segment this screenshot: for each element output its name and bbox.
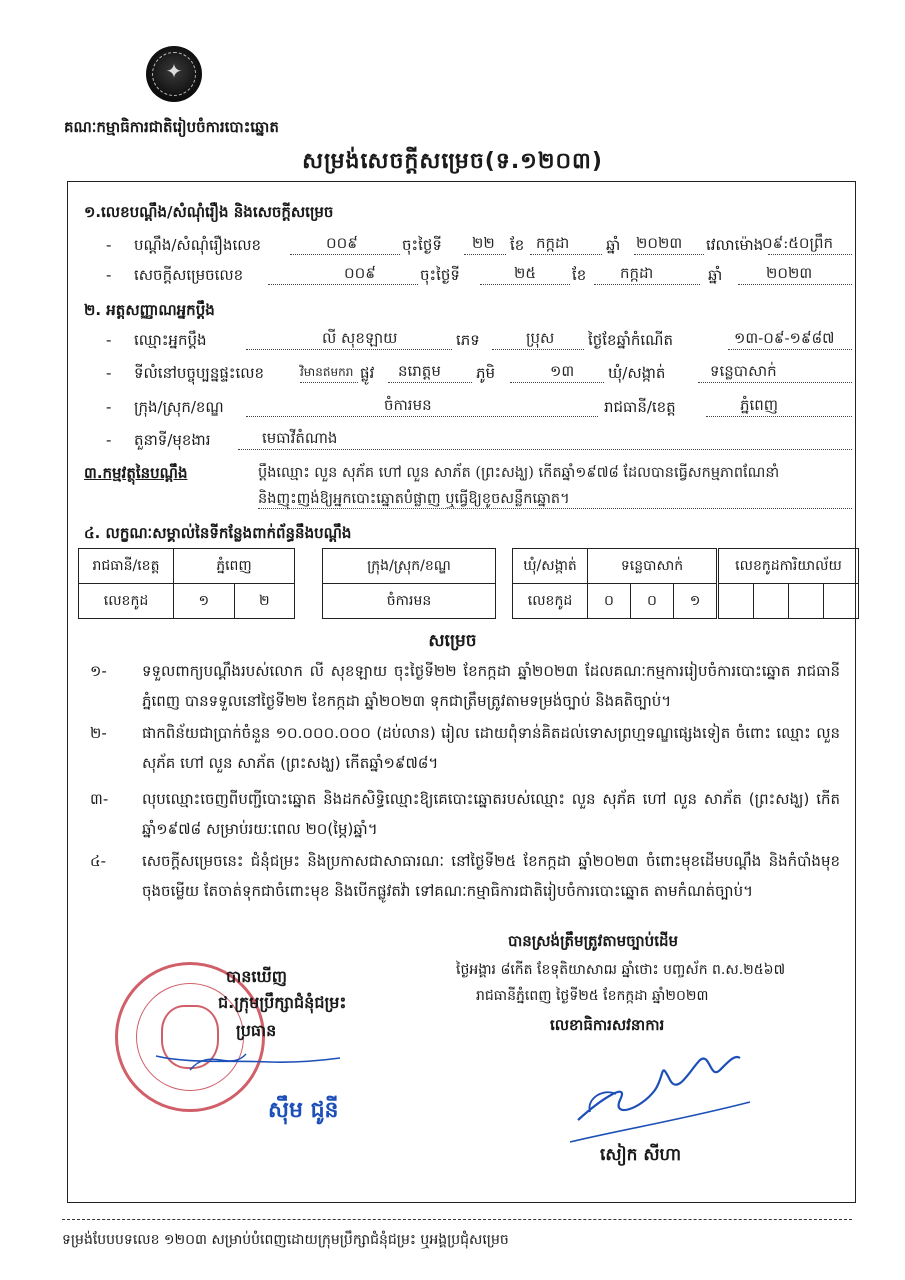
- street: នរោត្តម: [398, 362, 441, 380]
- commune-code-label-cell: លេខកូដ: [513, 584, 588, 619]
- decision-item-text: លុបឈ្មោះចេញពីបញ្ជីបោះឆ្នោត និងដកសិទ្ធិឈ្មោះឱ្យគេបោះឆ្នោតរបស់ឈ្មោះ លួន សុភ័គ ហៅ លួន សាភ័ត (ព្រះសង្ឃ) កើតឆ្នាំ១៩៧៨ សម្រាប់រយៈពេល ២០(ម្ភៃ)ឆ្នាំ។: [142, 790, 840, 838]
- address-label: ទីលំនៅបច្ចុប្បន្នផ្ទះលេខ: [134, 364, 265, 382]
- decision-item: [90, 656, 840, 716]
- house-number: វិមានឥមករា: [300, 365, 354, 379]
- district-code-table: [322, 548, 496, 619]
- decision-item: [90, 718, 840, 778]
- commune-value-cell: ទន្លេបាសាក់: [588, 549, 717, 584]
- office-code-box: [719, 584, 754, 619]
- district-value-cell: ចំការមន: [323, 584, 496, 619]
- decision-item-number: ៤-: [90, 852, 107, 870]
- complainant-name-label: ឈ្មោះអ្នកប្ដឹង: [134, 331, 207, 349]
- role: មេធាវីតំណាង: [262, 429, 338, 447]
- decision-date-label: ចុះថ្ងៃទី: [420, 266, 460, 284]
- office-code-box: [754, 584, 789, 619]
- street-label: ផ្លូវ: [360, 364, 375, 382]
- complainant-dob: ១៣-០៩-១៩៨៧: [734, 329, 835, 347]
- national-election-committee-logo: ✦: [146, 46, 202, 102]
- decision-heading: សម្រេច: [428, 631, 477, 651]
- decision-item-number: ៣-: [90, 790, 109, 808]
- decision-year: ២០២៣: [766, 264, 813, 282]
- section3-heading: ៣.កម្មវត្ថុនៃបណ្ដឹង: [84, 464, 188, 482]
- office-code-box: [789, 584, 824, 619]
- year-label: ឆ្នាំ: [606, 236, 621, 254]
- commune-code-digit-3: ១: [674, 584, 717, 619]
- section4-heading: ៤. លក្ខណៈសម្គាល់នៃទីកន្លែងពាក់ព័ន្ធនឹងបណ្ដឹង: [84, 524, 352, 542]
- province-code-label-cell: លេខកូដ: [79, 584, 174, 619]
- sex-label: ភេទ: [456, 331, 480, 349]
- president-title: ប្រធាន: [236, 1021, 277, 1040]
- office-code-box: [824, 584, 859, 619]
- decision-item: [90, 784, 840, 844]
- decision-number: ០០៩: [344, 264, 376, 282]
- president-name: ស៊ឹម ជូនី: [268, 1098, 339, 1123]
- form-footnote: ទម្រង់បែបបទលេខ ១២០៣ សម្រាប់បំពេញដោយក្រុមប្រឹក្សាជំនុំជម្រះ ឬអង្គប្រជុំសម្រេច: [62, 1232, 509, 1248]
- province-code-digit-1: ១: [174, 584, 235, 619]
- office-code-table: [718, 548, 859, 619]
- seen-title: បានឃើញ: [226, 967, 287, 986]
- commune: ទន្លេបាសាក់: [710, 362, 777, 380]
- commune-label: ឃុំ/សង្កាត់: [608, 364, 666, 382]
- district-label-cell: ក្រុង/ស្រុក/ខណ្ឌ: [323, 549, 496, 584]
- decision-item-text: ផាកពិន័យជាប្រាក់ចំនួន ១០.០០០.០០០ (ដប់លាន) រៀល ដោយពុំទាន់គិតដល់ទោសព្រហ្មទណ្ឌផ្សេងទៀត ចំពោះ ឈ្មោះ លួន សុភ័គ ហៅ លួន សាភ័ត (ព្រះសង្ឃ) កើតឆ្នាំ១៩៧៨។: [142, 724, 840, 772]
- commune-code-table: [512, 548, 717, 619]
- village-label: ភូមិ: [476, 364, 496, 382]
- footer-divider: [62, 1219, 852, 1220]
- province-value-cell: ភ្នំពេញ: [174, 549, 295, 584]
- complaint-year: ២០២៣: [636, 234, 683, 252]
- complaint-day: ២២: [472, 234, 495, 252]
- decision-item-number: ២-: [90, 724, 107, 742]
- decision-item-text: សេចក្ដីសម្រេចនេះ ជំនុំជម្រះ និងប្រកាសជាសាធារណៈ នៅថ្ងៃទី២៥ ខែកក្កដា ឆ្នាំ២០២៣ ចំពោះមុខដើមបណ្ដឹង និងកំបាំងមុខចុងចម្លើយ តែចាត់ទុកជាចំពោះមុខ និងបើកផ្លូវតវ៉ា ទៅគណៈកម្មាធិការជាតិរៀបចំការបោះឆ្នោត តាមកំណត់ច្បាប់។: [142, 852, 840, 900]
- role-label: តួនាទី/មុខងារ: [134, 431, 211, 449]
- president-signature: [150, 1036, 350, 1076]
- section2-heading: ២. អត្តសញ្ញាណអ្នកប្ដឹង: [84, 301, 215, 319]
- province: ភ្នំពេញ: [740, 396, 779, 414]
- district: ចំការមន: [384, 396, 432, 414]
- solar-date: រាជធានីភ្នំពេញ ថ្ងៃទី២៥ ខែកក្កដា ឆ្នាំ២០២៣: [476, 988, 709, 1004]
- decision-item: [90, 846, 840, 906]
- complainant-name: លី សុខឡាយ: [322, 329, 398, 347]
- section1-heading: ១.លេខបណ្ដឹង/សំណុំរឿង និងសេចក្ដីសម្រេច: [84, 203, 334, 221]
- complainant-sex: ប្រុស: [526, 329, 555, 347]
- decision-document: ✦ គណៈកម្មាធិការជាតិរៀបចំការបោះឆ្នោត សម្រង់សេចក្ដីសម្រេច(ទ.១២០៣) ១.លេខបណ្ដឹង/សំណុំរឿង និងសេចក្ដីសម្រេច - បណ្ដឹង/សំណុំរឿងលេខ ០០៩ ចុះថ្ងៃទី ២២ ខែ កក្កដា ឆ្នាំ ២០២៣ វេលាម៉ោង ០៩:៥០ព្រឹក - សេចក្ដីសម្រេចលេខ ០០៩ ចុះថ្ងៃទី ២៥ ខែ កក្កដា ឆ្នាំ ២០២៣ ២. អត្តសញ្ញាណអ្នកប្ដឹង - ឈ្មោះអ្នកប្ដឹង លី សុខឡាយ ភេទ ប្រុស ថ្ងៃខែឆ្នាំកំណើត ១៣-០៩-១៩៨៧ - ទីលំនៅបច្ចុប្បន្នផ្ទះលេខ វិមានឥមករា ផ្លូវ នរោត្តម ភូមិ ១៣ ឃុំ/សង្កាត់ ទន្លេបាសាក់ - ក្រុង/ស្រុក/ខណ្ឌ ចំការមន រាជធានី/ខេត្ត ភ្នំពេញ - តួនាទី/មុខងារ មេធាវីតំណាង ៣.កម្មវត្ថុនៃបណ្ដឹង ប្ដឹងឈ្មោះ លួន សុភ័គ ហៅ លួន សាភ័ត (ព្រះសង្ឃ) កើតឆ្នាំ១៩៧៨ ដែលបានធ្វើសកម្មភាពណែនាំ និងញុះញង់ឱ្យអ្នកបោះឆ្នោតបំផ្លាញ ឬធ្វើឱ្យខូចសន្លឹកឆ្នោត។ ៤. លក្ខណៈសម្គាល់នៃទីកន្លែងពាក់ព័ន្ធនឹងបណ្ដឹង រាជធានី/ខេត្ត ភ្នំពេញ លេខកូដ ១ ២ ក្រុង/ស្រុក/ខណ្ឌ ចំការមន ឃុំ/សង្កាត់ ទន្លេបាសាក់ លេខកូដ ០ ០ ១ លេខកូដការិយាល័យ សម្រេច ១- ទទួលពាក្យបណ្ដឹងរបស់លោក លី សុខឡាយ ចុះថ្ងៃទី២២ ខែកក្កដា ឆ្នាំ២០២៣ ដែលគណៈកម្មការរៀបចំការបោះឆ្នោត រាជធានីភ្នំពេញ បានទទួលនៅថ្ងៃទី២២ ខែកក្កដា ឆ្នាំ២០២៣ ទុកជាត្រឹមត្រូវតាមទម្រង់ច្បាប់ និងគតិច្បាប់។ ២- ផាកពិន័យជាប្រាក់ចំនួន ១០.០០០.០០០ (ដប់លាន) រៀល ដោយពុំទាន់គិតដល់ទោសព្រហ្មទណ្ឌផ្សេងទៀត ចំពោះ ឈ្មោះ លួន សុភ័គ ហៅ លួន សាភ័ត (ព្រះសង្ឃ) កើតឆ្នាំ១៩៧៨។ ៣- លុបឈ្មោះចេញពីបញ្ជីបោះឆ្នោត និងដកសិទ្ធិឈ្មោះឱ្យគេបោះឆ្នោតរបស់ឈ្មោះ លួន សុភ័គ ហៅ លួន សាភ័ត (ព្រះសង្ឃ) កើតឆ្នាំ១៩៧៨ សម្រាប់រយៈពេល ២០(ម្ភៃ)ឆ្នាំ។ ៤- សេចក្ដីសម្រេចនេះ ជំនុំជម្រះ និងប្រកាសជាសាធារណៈ នៅថ្ងៃទី២៥ ខែកក្កដា ឆ្នាំ២០២៣ ចំពោះមុខដើមបណ្ដឹង និងកំបាំងមុខចុងចម្លើយ តែចាត់ទុកជាចំពោះមុខ និងបើកផ្លូវតវ៉ា ទៅគណៈកម្មាធិការជាតិរៀបចំការបោះឆ្នោត តាមកំណត់ច្បាប់។ បានស្រង់ត្រឹមត្រូវតាមច្បាប់ដើម ថ្ងៃអង្គារ ៨កើត ខែទុតិយាសាឍ ឆ្នាំថោះ បញ្ចស័ក ព.ស.២៥៦៧ រាជធានីភ្នំពេញ ថ្ងៃទី២៥ ខែកក្កដា ឆ្នាំ២០២៣ លេខាធិការសវនាការ សៀក សីហា បានឃើញ ជ.ក្រុមប្រឹក្សាជំនុំជម្រះ ប្រធាន ស៊ឹម ជូនី ទម្រង់បែបបទលេខ ១២០៣ សម្រាប់បំពេញដោយក្រុមប្រឹក្សាជំនុំជម្រះ ឬអង្គប្រជុំសម្រេច: [0, 0, 905, 1280]
- province-label: រាជធានី/ខេត្ត: [604, 398, 676, 416]
- form-title: សម្រង់សេចក្ដីសម្រេច(ទ.១២០៣): [302, 149, 603, 174]
- certified-copy-title: បានស្រង់ត្រឹមត្រូវតាមច្បាប់ដើម: [508, 932, 678, 950]
- time-label: វេលាម៉ោង: [706, 236, 764, 254]
- province-code-table: [78, 548, 295, 619]
- decision-item-number: ១-: [90, 662, 107, 680]
- decision-day: ២៥: [514, 264, 536, 282]
- complaint-subject-line2: និងញុះញង់ឱ្យអ្នកបោះឆ្នោតបំផ្លាញ ឬធ្វើឱ្យខូចសន្លឹកឆ្នោត។: [258, 491, 570, 507]
- complaint-time: ០៩:៥០ព្រឹក: [762, 234, 834, 252]
- decision-month: កក្កដា: [620, 264, 654, 282]
- office-code-label-cell: លេខកូដការិយាល័យ: [719, 549, 859, 584]
- decision-year-label: ឆ្នាំ: [708, 266, 723, 284]
- complaint-month: កក្កដា: [536, 234, 570, 252]
- commune-label-cell: ឃុំ/សង្កាត់: [513, 549, 588, 584]
- decision-month-label: ខែ: [572, 266, 587, 284]
- lunar-date: ថ្ងៃអង្គារ ៨កើត ខែទុតិយាសាឍ ឆ្នាំថោះ បញ្ចស័ក ព.ស.២៥៦៧: [456, 962, 786, 978]
- complaint-number: ០០៩: [326, 234, 358, 252]
- commune-code-digit-1: ០: [588, 584, 631, 619]
- secretary-name: សៀក សីហា: [600, 1145, 682, 1165]
- district-label: ក្រុង/ស្រុក/ខណ្ឌ: [134, 398, 224, 416]
- hearing-secretary-title: លេខាធិការសវនាការ: [550, 1016, 665, 1034]
- month-label: ខែ: [510, 236, 525, 254]
- adjudication-council-title: ជ.ក្រុមប្រឹក្សាជំនុំជម្រះ: [218, 993, 347, 1012]
- decision-item-text: ទទួលពាក្យបណ្ដឹងរបស់លោក លី សុខឡាយ ចុះថ្ងៃទី២២ ខែកក្កដា ឆ្នាំ២០២៣ ដែលគណៈកម្មការរៀបចំការបោះឆ្នោត រាជធានីភ្នំពេញ បានទទួលនៅថ្ងៃទី២២ ខែកក្កដា ឆ្នាំ២០២៣ ទុកជាត្រឹមត្រូវតាមទម្រង់ច្បាប់ និងគតិច្បាប់។: [142, 662, 840, 710]
- commune-code-digit-2: ០: [631, 584, 674, 619]
- decision-number-label: សេចក្ដីសម្រេចលេខ: [134, 266, 244, 284]
- complaint-subject-line1: ប្ដឹងឈ្មោះ លួន សុភ័គ ហៅ លួន សាភ័ត (ព្រះសង្ឃ) កើតឆ្នាំ១៩៧៨ ដែលបានធ្វើសកម្មភាពណែនាំ: [258, 465, 780, 481]
- dob-label: ថ្ងៃខែឆ្នាំកំណើត: [588, 331, 673, 349]
- date-label: ចុះថ្ងៃទី: [402, 236, 442, 254]
- province-label-cell: រាជធានី/ខេត្ត: [79, 549, 174, 584]
- organization-name: គណៈកម្មាធិការជាតិរៀបចំការបោះឆ្នោត: [64, 118, 279, 136]
- secretary-signature: [560, 1040, 760, 1150]
- village: ១៣: [550, 362, 575, 380]
- complaint-number-label: បណ្ដឹង/សំណុំរឿងលេខ: [134, 236, 262, 254]
- province-code-digit-2: ២: [234, 584, 295, 619]
